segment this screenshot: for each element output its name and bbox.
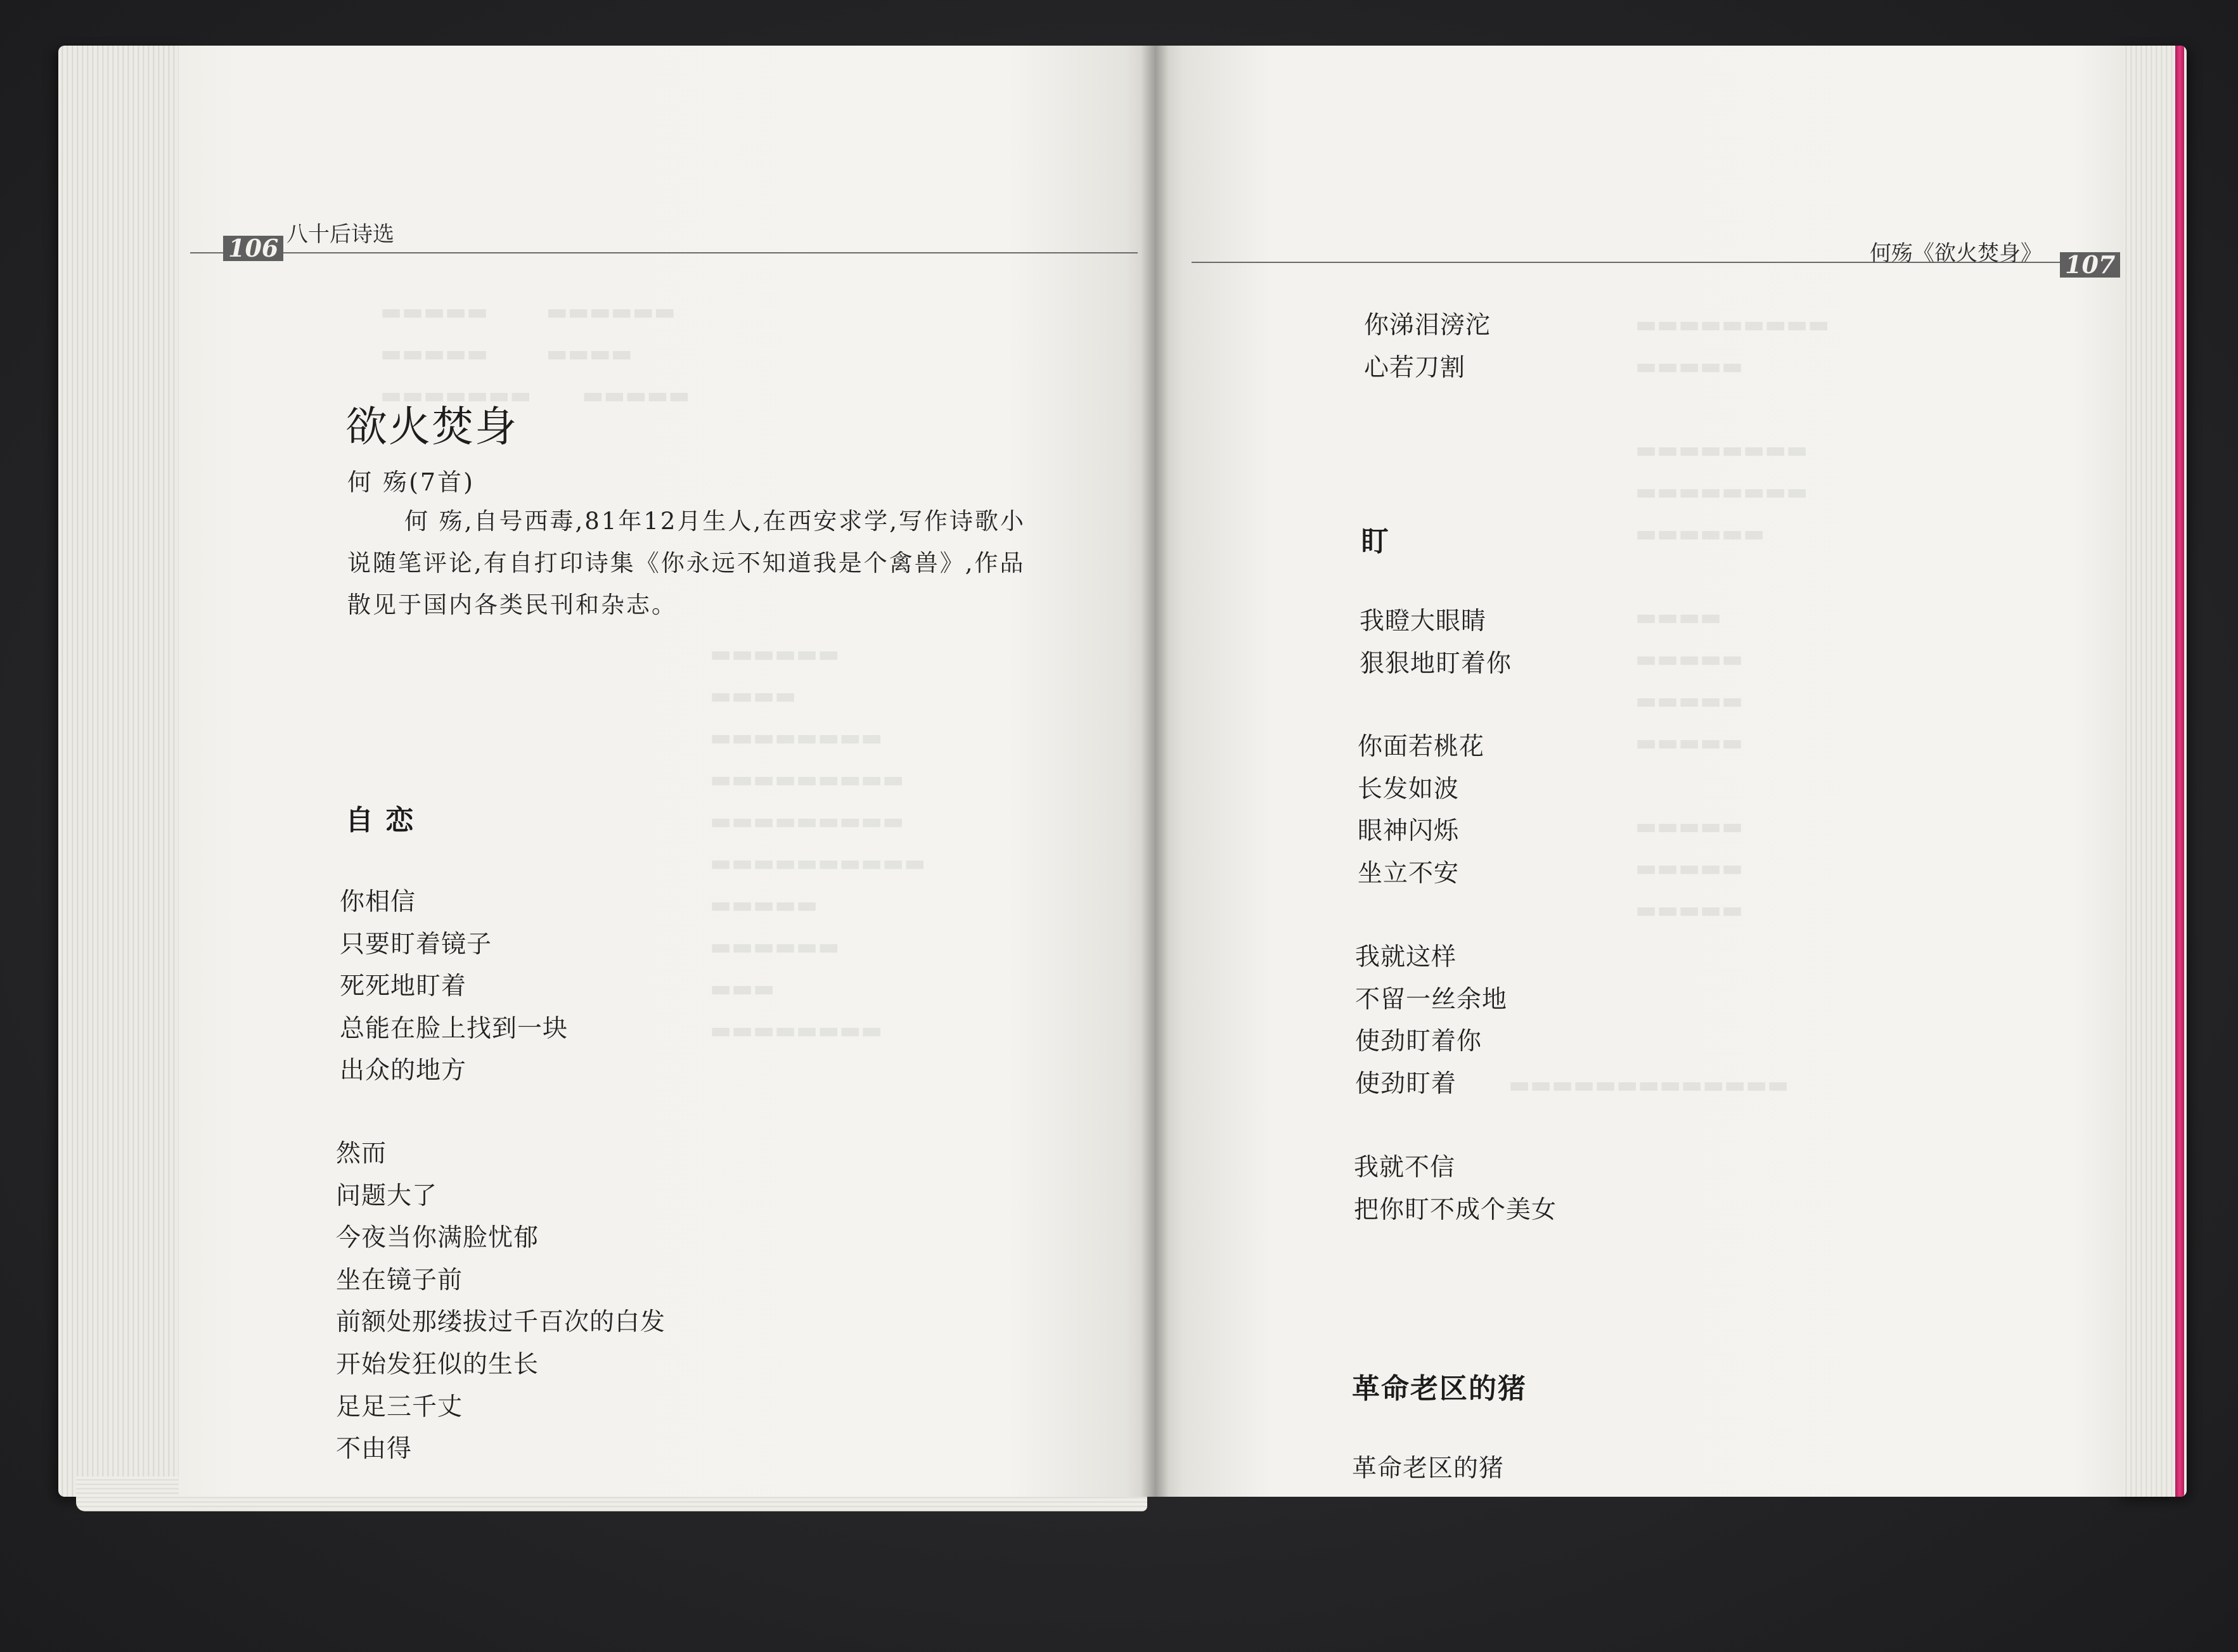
running-head-right: 何殇《欲火焚身》	[1870, 241, 2042, 266]
poem-line: 今夜当你满脸忧郁	[336, 1224, 539, 1253]
poem-line: 然而	[336, 1139, 387, 1168]
author-line: 何 殇(7首)	[347, 468, 475, 496]
header-rule-left	[190, 252, 1138, 253]
poem-line: 革命老区的猪	[1352, 1454, 1505, 1483]
poem-title-pig: 革命老区的猪	[1352, 1373, 1527, 1405]
poem-line: 长发如波	[1358, 774, 1460, 804]
poem-line: 你面若桃花	[1358, 733, 1485, 761]
poem-line: 开始发狂似的生长	[336, 1350, 539, 1379]
poem-title-ding: 盯	[1361, 525, 1390, 558]
poem-line: 狠狠地盯着你	[1360, 649, 1512, 678]
poem-line: 你相信	[340, 888, 416, 916]
poem-line: 使劲盯着你	[1355, 1027, 1482, 1056]
poem-line: 出众的地方	[340, 1056, 467, 1085]
stanza	[1358, 726, 1484, 895]
poem-line: 坐在镜子前	[336, 1265, 463, 1295]
book-gutter	[1141, 46, 1169, 1497]
page-number-left: 106	[223, 236, 283, 261]
poem-line: 使劲盯着	[1355, 1069, 1457, 1098]
poem-title-zilian: 自 恋	[345, 804, 415, 836]
poem-line: 只要盯着镜子	[340, 930, 492, 959]
poem-line: 总能在脸上找到一块	[340, 1014, 569, 1043]
poem-line: 我就不信	[1354, 1153, 1456, 1182]
poem-line: 不留一丝余地	[1355, 985, 1508, 1014]
poem-line: 问题大了	[336, 1181, 438, 1210]
poem-line: 你涕泪滂沱	[1364, 311, 1491, 340]
cover-edge	[2175, 46, 2184, 1497]
poem-line: 坐立不安	[1358, 859, 1460, 888]
poem-line: 把你盯不成个美女	[1354, 1195, 1557, 1224]
poem-line: 不由得	[336, 1435, 413, 1464]
stanza	[1355, 937, 1507, 1105]
poem-line: 足足三千丈	[336, 1392, 463, 1421]
stanza	[340, 881, 568, 1092]
stanza	[1354, 1147, 1557, 1231]
stanza	[1360, 601, 1512, 685]
poem-line: 眼神闪烁	[1358, 817, 1460, 846]
poem-line: 前额处那缕拔过千百次的白发	[336, 1308, 666, 1337]
poem-line: 死死地盯着	[340, 972, 467, 1001]
poem-line: 心若刀割	[1364, 353, 1466, 382]
stanza	[1364, 305, 1491, 389]
stanza	[1352, 1448, 1504, 1490]
section-title: 欲火焚身	[345, 402, 518, 451]
page-edges-left	[58, 46, 185, 1497]
poem-line: 我瞪大眼睛	[1360, 607, 1487, 636]
running-head-left: 八十后诗选	[286, 222, 394, 247]
poem-line: 我就这样	[1355, 943, 1457, 971]
left-page	[179, 46, 1155, 1497]
stanza	[336, 1133, 666, 1471]
author-bio: 何 殇,自号西毒,81年12月生人,在西安求学,写作诗歌小说随笔评论,有自打印诗集《你永远不知道我是个禽兽》,作品散见于国内各类民刊和杂志。	[347, 508, 1026, 618]
page-number-right: 107	[2060, 252, 2120, 278]
